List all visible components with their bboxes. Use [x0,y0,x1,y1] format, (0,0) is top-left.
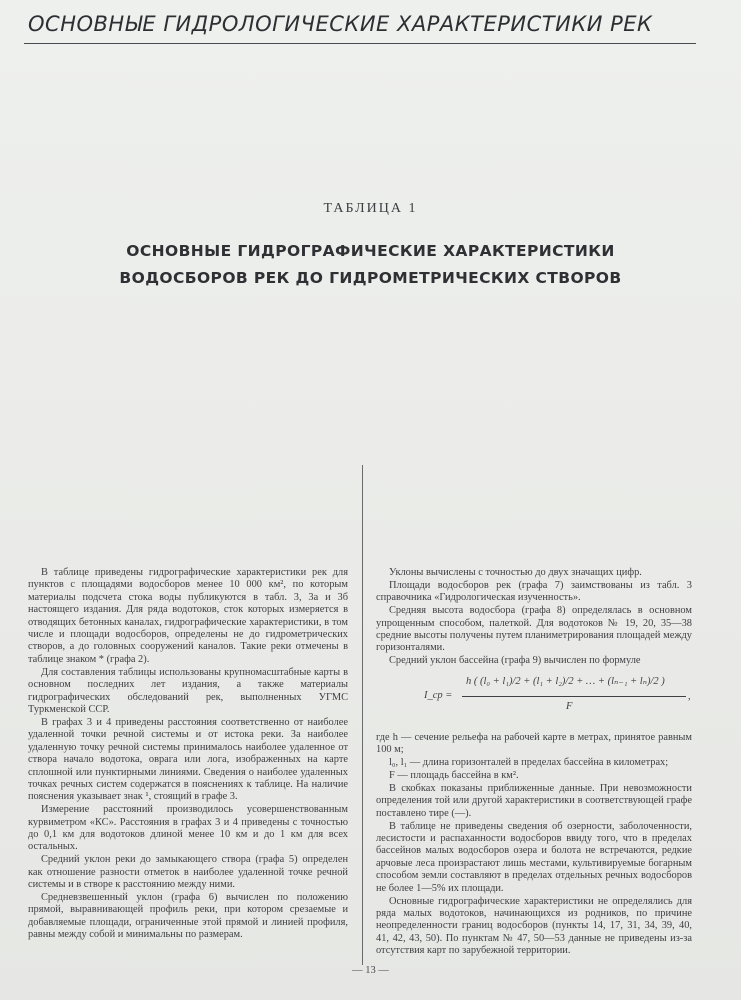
formula-lhs: I_ср = [424,689,453,701]
paragraph: Уклоны вычислены с точностью до двух значащих цифр. [389,567,642,578]
table-label: ТАБЛИЦА 1 [323,201,418,216]
table-title-line-1: ОСНОВНЫЕ ГИДРОГРАФИЧЕСКИЕ ХАРАКТЕРИСТИКИ [126,242,615,260]
left-column [28,567,348,942]
basin-slope-formula [376,674,692,726]
paragraph: Площади водосборов рек (графа 7) заимствованы из табл. 3 справочника «Гидрологическая изученность». [376,579,692,604]
table-title [0,238,741,292]
paragraph: Средний уклон реки до замыкающего створа (графа 5) определен как отношение разности отметок в наиболее удаленной точке речной системы и в створе к расстоянию между ними. [28,854,348,891]
paragraph: В графах 3 и 4 приведены расстояния соответственно от наиболее удаленной точки речной системы и от истока реки. За наиболее удаленную точку речной системы принималось наиболее удаленное от створа начало водотока, оврага или лога, изображенных на карте сплошной или пунктирными линиями. Сведения о наиболее удаленных точках речных систем содержатся в пояснениях к таблице. На наличие пояснения указывает знак ¹, стоящий в графе 3. [28,716,348,803]
paragraph: Для составления таблицы использованы крупномасштабные карты в основном последних лет издания, а также материалы гидрографических обследований рек, выполненных УГМС Туркменской ССР. [28,666,348,715]
paragraph: Средняя высота водосбора (графа 8) определялась в основном упрощенным способом, палеткой. Для водотоков № 19, 20, 35—38 средние высоты получены путем планиметрирования площадей между горизонталями. [376,605,692,654]
paragraph: l₀, l₁ — длина горизонталей в пределах бассейна в километрах; [389,757,669,769]
paragraph: В таблице приведены гидрографические характеристики рек для пунктов с площадями водосборов менее 10 000 км², по которым материалы подсчета стока воды публикуются в табл. 3, 3а и 3б настоящего издания. Для ряда водотоков, сток которых измеряется в отводящих бетонных каналах, гидрографические характеристики, в том числе и площади водосборов, определены не до гидрометрических створов, а до головных сооружений каналов. Такие реки отмечены в таблице знаком * (графа 2). [28,567,348,665]
running-header: ОСНОВНЫЕ ГИДРОЛОГИЧЕСКИЕ ХАРАКТЕРИСТИКИ РЕК [28,12,653,36]
column-divider [362,465,363,965]
paragraph: где h — сечение рельефа на рабочей карте в метрах, принятое равным 100 м; [376,731,692,756]
right-column [376,567,692,958]
paragraph: Измерение расстояний производилось усовершенствованным курвиметром «КС». Расстояния в графах 3 и 4 приведены с точностью до 0,1 км для водотоков длиной менее 10 км и до 1 км для всех остальных. [28,804,348,853]
formula-comma: , [688,690,691,702]
header-rule [24,43,696,44]
formula-numerator: h ( (l₀ + l₁)/2 + (l₁ + l₂)/2 + … + (lₙ₋₁ + lₙ)/2 ) [466,675,665,687]
formula-denominator: F [566,700,573,712]
paragraph: В таблице не приведены сведения об озерности, заболоченности, лесистости и распаханности водосборов ввиду того, что в пределах бассейнов малых водосборов озера и болота не встречаются, редкие арчовые леса произрастают лишь местами, культивируемые богарным способом земли составляют в пределах отдельных речных водосборов не более 1—5% их площади. [376,820,692,894]
formula-fraction-bar [462,696,686,697]
paragraph: Средний уклон бассейна (графа 9) вычислен по формуле [389,655,641,667]
paragraph: Средневзвешенный уклон (графа 6) вычислен по положению прямой, выравнивающей профиль реки, при котором срезаемые и добавляемые площади, ограниченные этой прямой и линией профиля, равны между собой и минимальны по размерам. [28,892,348,941]
paragraph: Основные гидрографические характеристики не определялись для ряда малых водотоков, начинающихся из родников, по причине неопределенности границ водосборов (пункты 14, 17, 31, 34, 39, 40, 41, 42, 43, 50). По пунктам № 47, 50—53 данные не приведены из-за отсутствия карт по зарубежной территории. [376,895,692,957]
page-number: — 13 — [352,965,389,976]
paragraph: F — площадь бассейна в км². [389,769,519,781]
table-title-line-2: ВОДОСБОРОВ РЕК ДО ГИДРОМЕТРИЧЕСКИХ СТВОРОВ [119,269,622,287]
paragraph: В скобках показаны приближенные данные. При невозможности определения той или другой характеристики в соответствующей графе поставлено тире (—). [376,782,692,819]
